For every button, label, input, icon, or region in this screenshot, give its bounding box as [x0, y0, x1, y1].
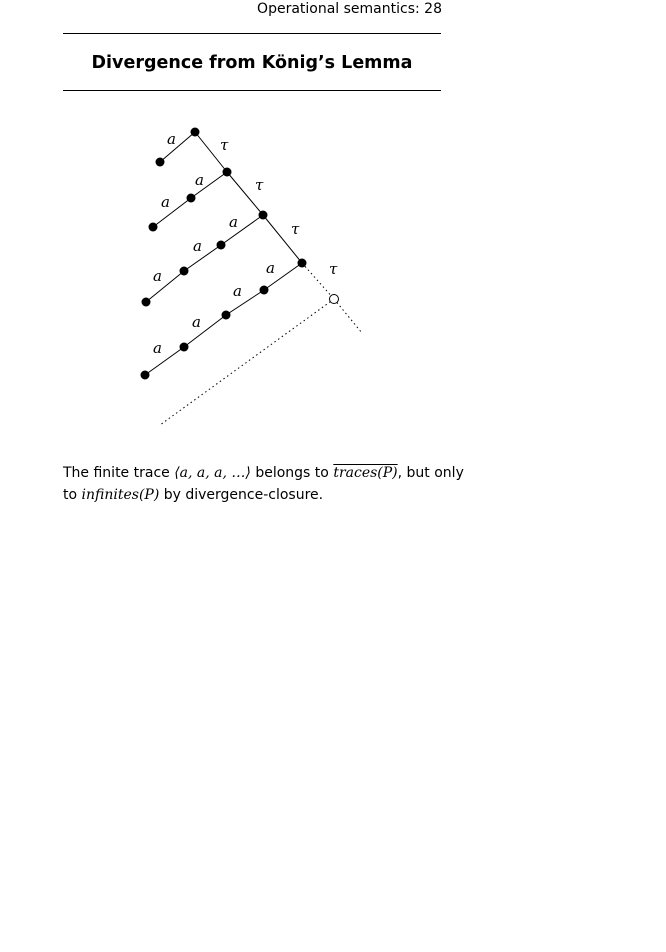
tree-nodes: [141, 128, 307, 380]
running-head: Operational semantics: 28: [257, 1, 442, 17]
caption-text: , but only: [397, 465, 464, 481]
caption-text: belongs to: [250, 465, 334, 481]
tree-node: [149, 223, 158, 232]
caption-text: to: [63, 487, 82, 503]
a-edge: [160, 132, 195, 162]
edge-label-a: a: [195, 171, 204, 189]
edge-label-tau: τ: [291, 220, 300, 238]
edge-label-a: a: [229, 213, 238, 231]
edge-label-a: a: [233, 282, 242, 300]
edge-label-a: a: [266, 259, 275, 277]
a-chain: [146, 215, 263, 302]
a-chain-dotted: [160, 299, 334, 425]
caption-line-1: [63, 462, 464, 484]
tree-node: [259, 211, 268, 220]
caption-line-2: [63, 484, 441, 506]
traces-closure-math: traces(P): [333, 465, 398, 481]
tree-node: [142, 298, 151, 307]
tree-node: [180, 267, 189, 276]
tree-node: [298, 259, 307, 268]
edge-label-a: a: [192, 313, 201, 331]
a-chain: [145, 263, 302, 375]
page-title: Divergence from König’s Lemma: [91, 53, 413, 73]
a-labels: [153, 130, 275, 357]
tree-node: [141, 371, 150, 380]
caption-text: by divergence-closure.: [159, 487, 324, 503]
edge-label-tau: τ: [329, 260, 338, 278]
tree-node: [217, 241, 226, 250]
tree-node: [260, 286, 269, 295]
infinites-math: infinites(P): [81, 487, 160, 503]
tree-node: [180, 343, 189, 352]
edge-label-a: a: [153, 339, 162, 357]
edge-label-a: a: [161, 193, 170, 211]
tree-node: [191, 128, 200, 137]
tree-node: [187, 194, 196, 203]
edge-label-tau: τ: [220, 136, 229, 154]
edge-label-a: a: [153, 267, 162, 285]
edge-label-a: a: [193, 237, 202, 255]
tau-edge-dotted: [334, 299, 362, 333]
trace-math: ⟨a, a, a, …⟩: [174, 465, 251, 481]
open-node: [330, 295, 339, 304]
a-chains: [145, 132, 334, 425]
tau-labels: [220, 136, 338, 278]
edge-label-a: a: [167, 130, 176, 148]
tree-node: [222, 311, 231, 320]
caption-text: The finite trace: [63, 465, 175, 481]
tree-node: [156, 158, 165, 167]
tree-node: [223, 168, 232, 177]
edge-label-tau: τ: [255, 176, 264, 194]
caption: [63, 462, 464, 506]
